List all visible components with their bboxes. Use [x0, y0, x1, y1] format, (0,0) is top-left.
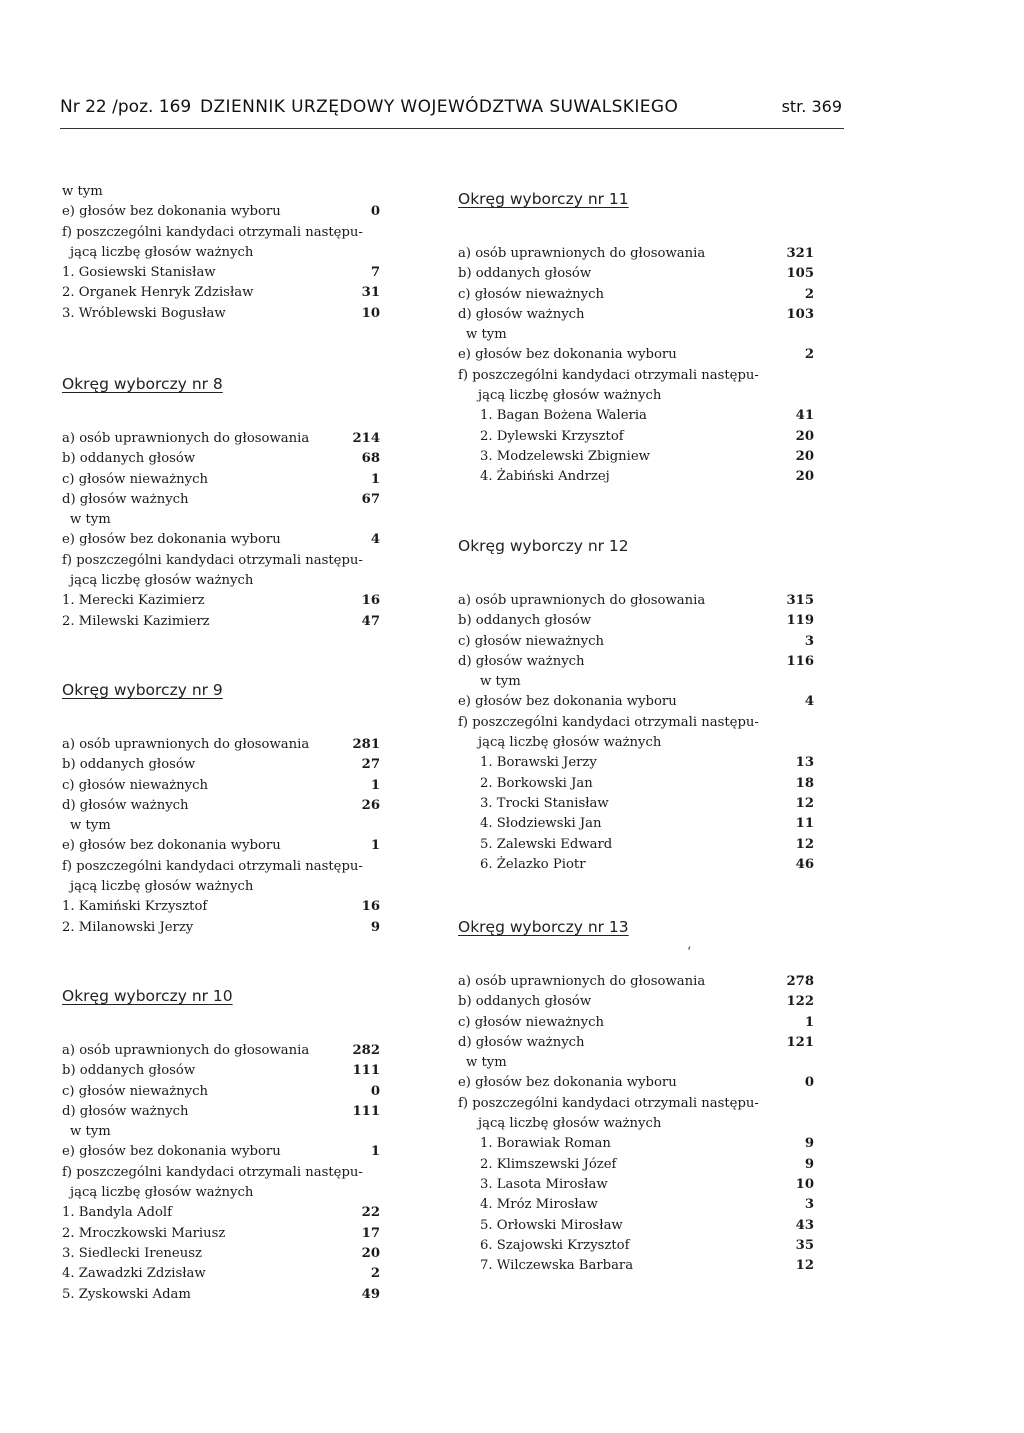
- row-f-cont: jącą liczbę głosów ważnych: [70, 573, 254, 589]
- row-f-cont: jącą liczbę głosów ważnych: [478, 1116, 662, 1132]
- row-f-cont: jącą liczbę głosów ważnych: [70, 879, 254, 895]
- row-e: e) głosów bez dokonania wyboru 1: [62, 1144, 380, 1160]
- in-which-line: w tym: [70, 818, 111, 834]
- page-header: [60, 97, 842, 127]
- row-b: b) oddanych głosów 68: [62, 451, 380, 467]
- row-e: e) głosów bez dokonania wyboru 0: [458, 1075, 814, 1091]
- row-c: c) głosów nieważnych 0: [62, 1083, 380, 1099]
- candidate-row: 6. Szajowski Krzysztof 35: [480, 1237, 814, 1253]
- row-f: f) poszczególni kandydaci otrzymali następu-: [62, 224, 363, 240]
- candidate-row: 4. Zawadzki Zdzisław 2: [62, 1266, 380, 1282]
- candidate-row: 1. Borawski Jerzy 13: [480, 755, 814, 771]
- district-title: Okręg wyborczy nr 11: [458, 190, 629, 208]
- row-e: e) głosów bez dokonania wyboru 4: [458, 694, 814, 710]
- district-title: Okręg wyborczy nr 8: [62, 375, 223, 393]
- district-title: Okręg wyborczy nr 12: [458, 537, 629, 555]
- district-7-continuation: [62, 182, 380, 324]
- row-d: d) głosów ważnych 121: [458, 1034, 814, 1050]
- row-f: f) poszczególni kandydaci otrzymali następu-: [458, 1095, 759, 1111]
- row-c: c) głosów nieważnych 2: [458, 286, 814, 302]
- row-a: a) osób uprawnionych do głosowania 278: [458, 974, 814, 989]
- row-f: f) poszczególni kandydaci otrzymali następu-: [62, 552, 363, 568]
- candidate-row: 2. Milanowski Jerzy 9: [62, 919, 380, 935]
- candidate-row: 1. Borawiak Roman 9: [480, 1136, 814, 1152]
- row-f: f) poszczególni kandydaci otrzymali następu-: [458, 367, 759, 383]
- row-c: c) głosów nieważnych 1: [62, 471, 380, 487]
- candidate-row: 1. Merecki Kazimierz 16: [62, 593, 380, 609]
- row-f-cont: jącą liczbę głosów ważnych: [70, 1185, 254, 1201]
- row-e: e) głosów bez dokonania wyboru 1: [62, 838, 380, 854]
- header-rule: [60, 128, 844, 129]
- candidate-row: 4. Słodziewski Jan 11: [480, 816, 814, 832]
- row-d: d) głosów ważnych 116: [458, 653, 814, 669]
- candidate-row: 1. Kamiński Krzysztof 16: [62, 899, 380, 915]
- candidate-row: 6. Żelazko Piotr 46: [480, 856, 814, 872]
- candidate-row: 3. Lasota Mirosław 10: [480, 1176, 814, 1192]
- candidate-row: 3. Trocki Stanisław 12: [480, 795, 814, 811]
- row-f-cont: jącą liczbę głosów ważnych: [478, 735, 662, 751]
- row-a: a) osób uprawnionych do głosowania 282: [62, 1043, 380, 1058]
- candidate-row: 2. Milewski Kazimierz 47: [62, 613, 380, 629]
- district-title: Okręg wyborczy nr 10: [62, 987, 233, 1005]
- row-f: f) poszczególni kandydaci otrzymali następu-: [62, 858, 363, 874]
- in-which-line: w tym: [480, 674, 521, 690]
- row-a: a) osób uprawnionych do głosowania 281: [62, 737, 380, 752]
- candidate-row: 2. Mroczkowski Mariusz 17: [62, 1225, 380, 1241]
- issue-number: Nr 22 /poz. 169: [60, 97, 192, 117]
- row-d: d) głosów ważnych 26: [62, 797, 380, 813]
- row-e: e) głosów bez dokonania wyboru 2: [458, 347, 814, 363]
- row-f: f) poszczególni kandydaci otrzymali następu-: [62, 1164, 363, 1180]
- page-number: str. 369: [781, 97, 842, 116]
- candidate-row: 7. Wilczewska Barbara 12: [480, 1258, 814, 1274]
- row-d: d) głosów ważnych 67: [62, 491, 380, 507]
- candidate-row: 3. Wróblewski Bogusław 10: [62, 305, 380, 321]
- candidate-row: 1. Bagan Bożena Waleria 41: [480, 408, 814, 424]
- candidate-row: 1. Bandyla Adolf 22: [62, 1205, 380, 1221]
- row-a: a) osób uprawnionych do głosowania 214: [62, 431, 380, 446]
- district-8: [62, 371, 380, 632]
- candidate-row: 2. Dylewski Krzysztof 20: [480, 428, 814, 444]
- in-which-line: w tym: [70, 1124, 111, 1140]
- candidate-row: 2. Klimszewski Józef 9: [480, 1156, 814, 1172]
- row-a: a) osób uprawnionych do głosowania 321: [458, 246, 814, 261]
- print-mark: ʻ: [687, 945, 692, 960]
- row-f-cont: jącą liczbę głosów ważnych: [70, 244, 254, 260]
- candidate-row: 3. Siedlecki Ireneusz 20: [62, 1245, 380, 1261]
- candidate-row: 3. Modzelewski Zbigniew 20: [480, 448, 814, 464]
- candidate-row: 5. Zyskowski Adam 49: [62, 1286, 380, 1302]
- row-e: e) głosów bez dokonania wyboru 0: [62, 204, 380, 220]
- candidate-row: 4. Mróz Mirosław 3: [480, 1197, 814, 1213]
- district-13: [458, 914, 814, 1276]
- candidate-row: 5. Zalewski Edward 12: [480, 836, 814, 852]
- in-which-line: w tym: [70, 512, 111, 528]
- in-which-line: w tym: [466, 1055, 507, 1071]
- in-which-line: w tym: [62, 184, 103, 199]
- district-title: Okręg wyborczy nr 9: [62, 681, 223, 699]
- row-b: b) oddanych głosów 27: [62, 757, 380, 773]
- candidate-row: 2. Borkowski Jan 18: [480, 775, 814, 791]
- candidate-row: 5. Orłowski Mirosław 43: [480, 1217, 814, 1233]
- row-b: b) oddanych głosów 119: [458, 613, 814, 629]
- candidate-row: 2. Organek Henryk Zdzisław 31: [62, 285, 380, 301]
- row-e: e) głosów bez dokonania wyboru 4: [62, 532, 380, 548]
- district-12: [458, 533, 814, 875]
- row-a: a) osób uprawnionych do głosowania 315: [458, 593, 814, 608]
- in-which-line: w tym: [466, 327, 507, 343]
- row-c: c) głosów nieważnych 1: [62, 777, 380, 793]
- row-b: b) oddanych głosów 105: [458, 266, 814, 282]
- row-d: d) głosów ważnych 111: [62, 1103, 380, 1119]
- row-d: d) głosów ważnych 103: [458, 306, 814, 322]
- district-10: [62, 983, 380, 1305]
- candidate-row: 4. Żabiński Andrzej 20: [480, 469, 814, 485]
- district-title: Okręg wyborczy nr 13: [458, 918, 629, 936]
- district-11: [458, 186, 814, 488]
- candidate-row: 1. Gosiewski Stanisław 7: [62, 265, 380, 281]
- journal-title: DZIENNIK URZĘDOWY WOJEWÓDZTWA SUWALSKIEGO: [200, 97, 679, 117]
- row-b: b) oddanych głosów 122: [458, 994, 814, 1010]
- row-b: b) oddanych głosów 111: [62, 1063, 380, 1079]
- district-9: [62, 677, 380, 938]
- row-f-cont: jącą liczbę głosów ważnych: [478, 388, 662, 404]
- row-f: f) poszczególni kandydaci otrzymali następu-: [458, 714, 759, 730]
- row-c: c) głosów nieważnych 1: [458, 1014, 814, 1030]
- row-c: c) głosów nieważnych 3: [458, 633, 814, 649]
